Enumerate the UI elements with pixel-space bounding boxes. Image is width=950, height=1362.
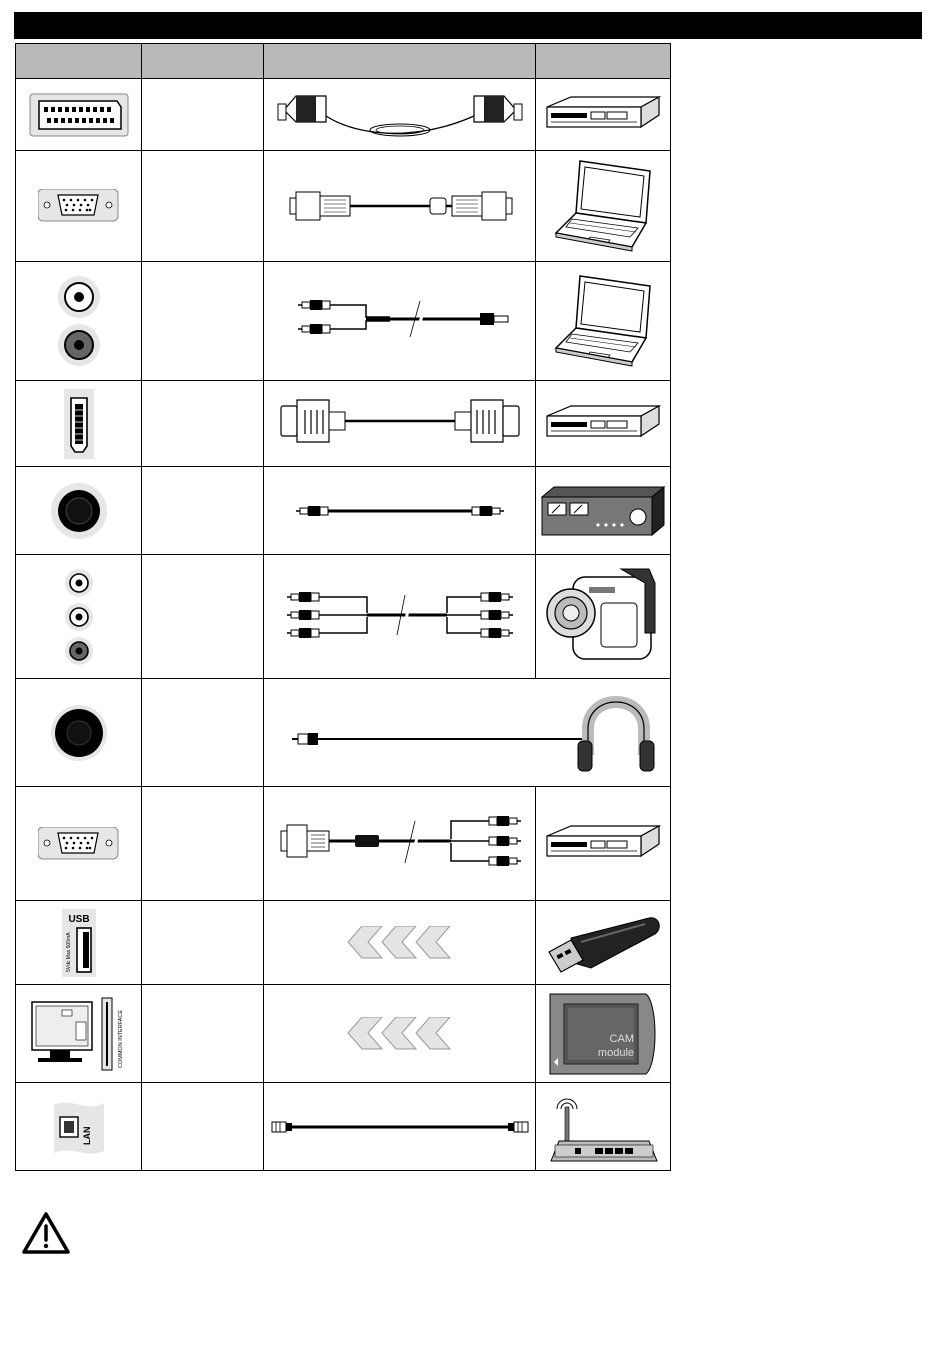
type-cell: [142, 555, 264, 679]
table-row: [16, 901, 671, 985]
scart-cable-icon: [270, 82, 530, 148]
usb-label: USB: [67, 913, 90, 925]
device-cell: [536, 555, 671, 679]
connector-cell: [16, 467, 142, 555]
table-row: [16, 679, 671, 787]
spdif-coax-port-icon: [49, 481, 109, 541]
ci-slot-icon: [24, 994, 134, 1074]
cable-cell: [264, 381, 536, 467]
cable-cell: [264, 901, 536, 985]
type-cell: [142, 679, 264, 787]
cable-cell: [264, 787, 536, 901]
device-cell: [536, 985, 671, 1083]
table-row: [16, 262, 671, 381]
headphone-jack-icon: [49, 703, 109, 763]
cable-cell: [264, 555, 536, 679]
device-cell: [536, 79, 671, 151]
hdmi-cable-icon: [275, 394, 525, 454]
rca-to-jack-cable-icon: [280, 291, 520, 351]
lan-label: LAN: [81, 1126, 92, 1145]
dvd-player-icon: [541, 822, 665, 866]
vga-to-component-cable-icon: [275, 809, 525, 879]
type-cell: [142, 1083, 264, 1171]
laptop-icon: [550, 272, 656, 370]
type-cell: [142, 901, 264, 985]
lan-port-icon: [52, 1095, 106, 1159]
av-in-rca-icon: [59, 567, 99, 667]
amplifier-icon: [540, 485, 666, 537]
type-cell: [142, 262, 264, 381]
connections-table: [15, 43, 671, 1171]
connector-cell: [16, 787, 142, 901]
connector-cell: [16, 79, 142, 151]
device-cell: [536, 467, 671, 555]
usb-port-icon: [61, 908, 97, 978]
device-cell: [536, 262, 671, 381]
connector-cell: [16, 555, 142, 679]
type-cell: [142, 381, 264, 467]
device-cell: [536, 787, 671, 901]
cam-label-line1: CAM: [609, 1032, 634, 1045]
table-row: [16, 467, 671, 555]
table-row: [16, 79, 671, 151]
table-row: [16, 555, 671, 679]
cable-cell: [264, 1083, 536, 1171]
header-connector: [16, 44, 142, 79]
type-cell: [142, 787, 264, 901]
router-icon: [545, 1089, 661, 1165]
connector-cell: [16, 1083, 142, 1171]
ci-label: COMMON INTERFACE: [117, 1009, 124, 1068]
header-device: [536, 44, 671, 79]
headphone-cable-icon: [272, 685, 662, 781]
insert-arrows-icon: [340, 926, 460, 960]
connector-cell: [16, 262, 142, 381]
device-cell: [536, 901, 671, 985]
usb-stick-icon: [541, 908, 665, 978]
cable-cell: [264, 467, 536, 555]
warning-icon: [20, 1210, 72, 1256]
connector-cell: [16, 985, 142, 1083]
cable-cell: [264, 79, 536, 151]
table-header-row: [16, 44, 671, 79]
ypbpr-vga-port-icon: [38, 827, 120, 861]
cable-cell: [264, 262, 536, 381]
av-cable-icon: [275, 587, 525, 647]
cable-cell: [264, 151, 536, 262]
cam-label-line2: module: [597, 1046, 634, 1059]
laptop-icon: [550, 157, 656, 255]
insert-arrows-icon: [340, 1017, 460, 1051]
coax-cable-icon: [280, 496, 520, 526]
cable-cell: [264, 679, 671, 787]
type-cell: [142, 985, 264, 1083]
table-row: [16, 985, 671, 1083]
dvd-player-icon: [541, 93, 665, 137]
connector-cell: [16, 901, 142, 985]
device-cell: [536, 381, 671, 467]
table-row: [16, 787, 671, 901]
header-cable: [264, 44, 536, 79]
table-row: [16, 381, 671, 467]
camcorder-icon: [545, 563, 661, 671]
usb-rating-label: 5Vdc Max 500mA: [65, 932, 72, 972]
headphones-icon: [578, 702, 654, 771]
vga-port-icon: [38, 189, 120, 223]
device-cell: [536, 1083, 671, 1171]
hdmi-port-icon: [63, 388, 95, 460]
audio-in-rca-icon: [49, 271, 109, 371]
cable-cell: [264, 985, 536, 1083]
vga-cable-icon: [280, 184, 520, 228]
ethernet-cable-icon: [268, 1117, 532, 1137]
type-cell: [142, 151, 264, 262]
type-cell: [142, 467, 264, 555]
cam-module-icon: [546, 990, 660, 1078]
device-cell: [536, 151, 671, 262]
title-bar: [14, 12, 922, 39]
scart-port-icon: [29, 93, 129, 137]
connector-cell: [16, 381, 142, 467]
type-cell: [142, 79, 264, 151]
table-row: [16, 151, 671, 262]
table-row: [16, 1083, 671, 1171]
header-type: [142, 44, 264, 79]
dvd-player-icon: [541, 402, 665, 446]
connector-cell: [16, 679, 142, 787]
connector-cell: [16, 151, 142, 262]
